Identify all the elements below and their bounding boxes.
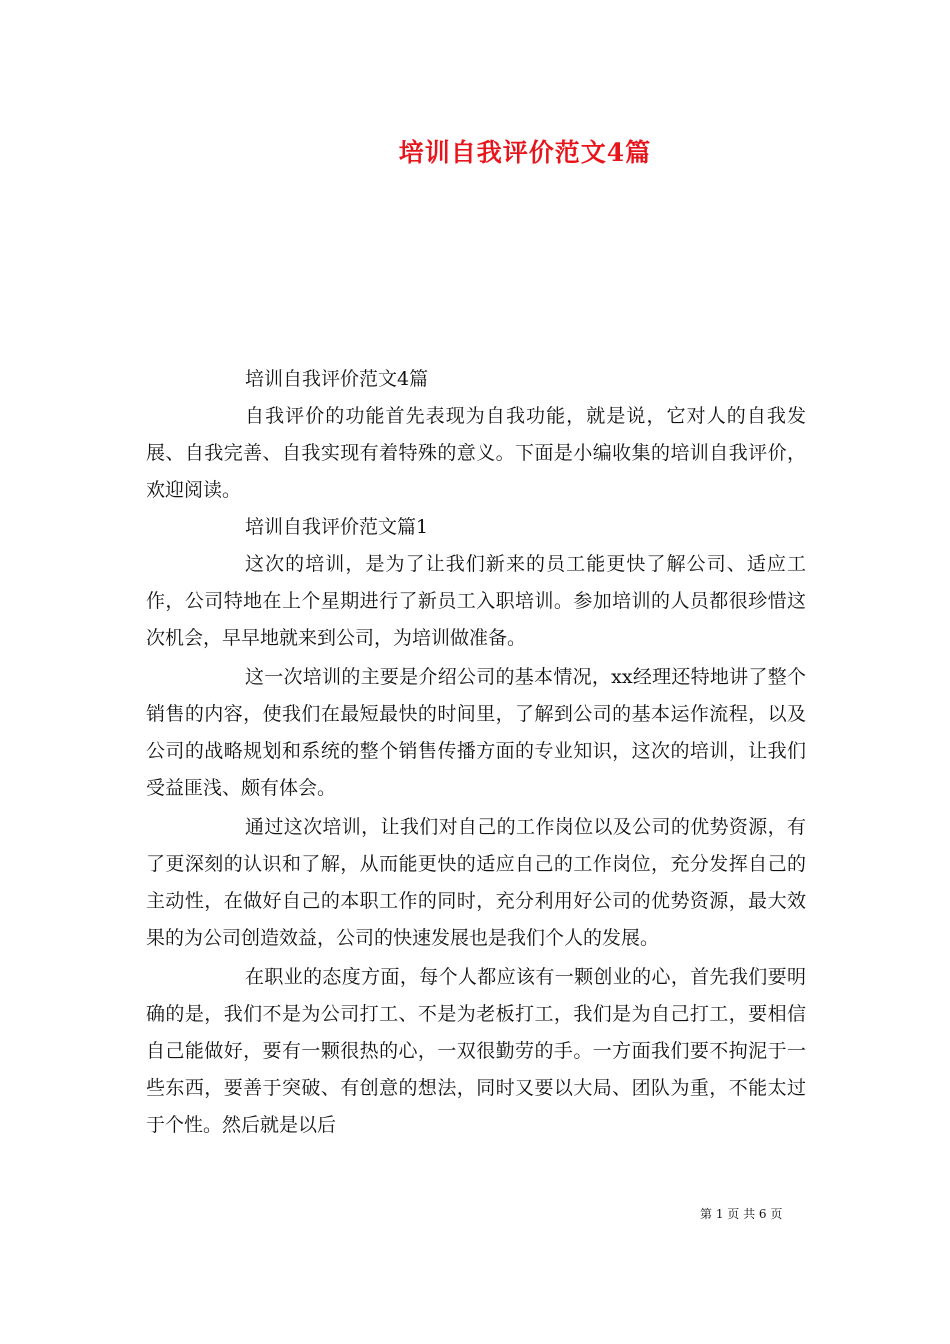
- paragraph-heading: 培训自我评价范文4篇: [245, 368, 429, 390]
- paragraph-body: 在职业的态度方面，每个人都应该有一颗创业的心，首先我们要明确的是，我们不是为公司打工、不是为老板打工，我们是为自己打工，要相信自己能做好，要有一颗很热的心，一双很勤劳的手。一方面我们要不拘泥于一些东西，要善于突破、有创意的想法，同时又要以大局、团队为重，不能太过于个性。然后就是以后: [146, 966, 806, 1136]
- paragraph-body: 这一次培训的主要是介绍公司的基本情况，xx经理还特地讲了整个销售的内容，使我们在最短最快的时间里，了解到公司的基本运作流程，以及公司的战略规划和系统的整个销售传播方面的专业知识，这次的培训，让我们受益匪浅、颇有体会。: [146, 666, 806, 799]
- document-title: 培训自我评价范文4篇: [398, 138, 652, 167]
- paragraph-body: 这次的培训，是为了让我们新来的员工能更快了解公司、适应工作，公司特地在上个星期进行了新员工入职培训。参加培训的人员都很珍惜这次机会，早早地就来到公司，为培训做准备。: [146, 553, 806, 649]
- paragraph-section-heading: 培训自我评价范文篇1: [245, 516, 429, 538]
- document-body: [146, 361, 806, 1144]
- paragraph-intro: 自我评价的功能首先表现为自我功能，就是说，它对人的自我发展、自我完善、自我实现有着特殊的意义。下面是小编收集的培训自我评价，欢迎阅读。: [146, 405, 806, 501]
- page-number-footer: 第 1 页 共 6 页: [700, 1207, 783, 1221]
- paragraph-body: 通过这次培训，让我们对自己的工作岗位以及公司的优势资源，有了更深刻的认识和了解，从而能更快的适应自己的工作岗位，充分发挥自己的主动性，在做好自己的本职工作的同时，充分利用好公司的优势资源，最大效果的为公司创造效益，公司的快速发展也是我们个人的发展。: [146, 816, 806, 949]
